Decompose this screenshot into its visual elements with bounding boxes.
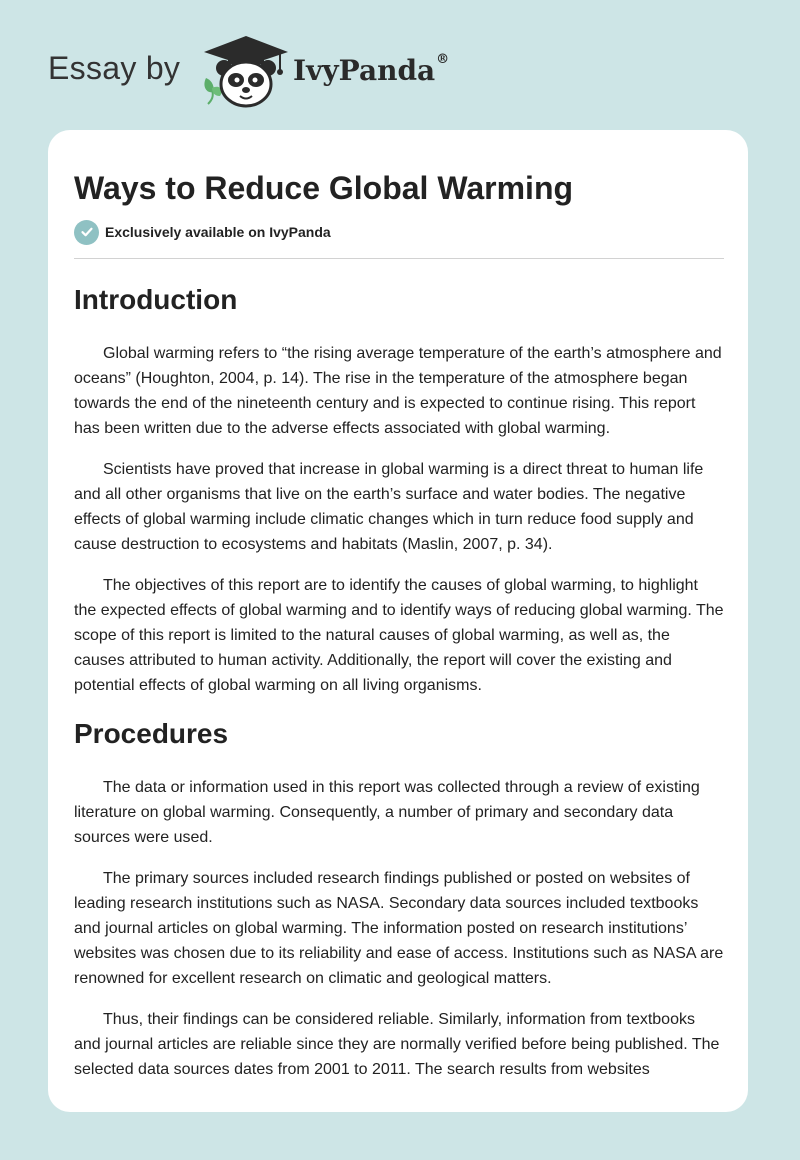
site-header (0, 0, 800, 130)
page-title: Ways to Reduce Global Warming (74, 170, 574, 206)
exclusive-badge-text: Exclusively available on IvyPanda (105, 224, 331, 240)
paragraph: Global warming refers to “the rising average temperature of the earth’s atmosphere and oceans” (Houghton, 2004, p. 14). The rise in the temperature of the atmosphere began towards the end of the nineteenth century and is expected to continue rising. This report has been written due to the adverse effects associated with global warming. (74, 345, 722, 437)
essay-by-label: Essay by (48, 50, 181, 86)
paragraph: Scientists have proved that increase in global warming is a direct threat to human life and all other organisms that live on the earth’s surface and water bodies. The negative effects of global warming include climatic changes which in turn reduce food supply and cause destruction to ecosystems and habitats (Maslin, 2007, p. 34). (74, 461, 704, 553)
check-icon (74, 220, 99, 245)
essay-content (74, 130, 724, 1082)
exclusive-badge (74, 219, 724, 245)
brand-name[interactable] (293, 54, 449, 87)
section-heading-introduction: Introduction (74, 284, 238, 315)
paragraph: The primary sources included research findings published or posted on websites of leading research institutions such as NASA. Secondary data sources included textbooks and journal articles on global warming. The information posted on research institutions’ websites was chosen due to its reliability and ease of access. Institutions such as NASA are renowned for excellent research on climatic and geological matters. (74, 870, 724, 987)
paragraph: The data or information used in this report was collected through a review of existing literature on global warming. Consequently, a number of primary and secondary data sources were used. (74, 779, 700, 846)
essay-card (48, 130, 748, 1112)
paragraph: Thus, their findings can be considered reliable. Similarly, information from textbooks and journal articles are reliable since they are normally verified before being published. The selected data sources dates from 2001 to 2011. The search results from websites (74, 1011, 720, 1078)
registered-mark: ® (436, 52, 450, 67)
panda-graduation-cap-icon[interactable] (200, 34, 292, 110)
paragraph: The objectives of this report are to identify the causes of global warming, to highlight the expected effects of global warming and to identify ways of reducing global warming. The scope of this report is limited to the natural causes of global warming, as well as, the causes attributed to human activity. Additionally, the report will cover the existing and potential effects of global warming on all living organisms. (74, 577, 724, 694)
title-divider (74, 258, 724, 259)
brand-name-text: IvyPanda (293, 54, 436, 87)
section-heading-procedures: Procedures (74, 718, 229, 749)
